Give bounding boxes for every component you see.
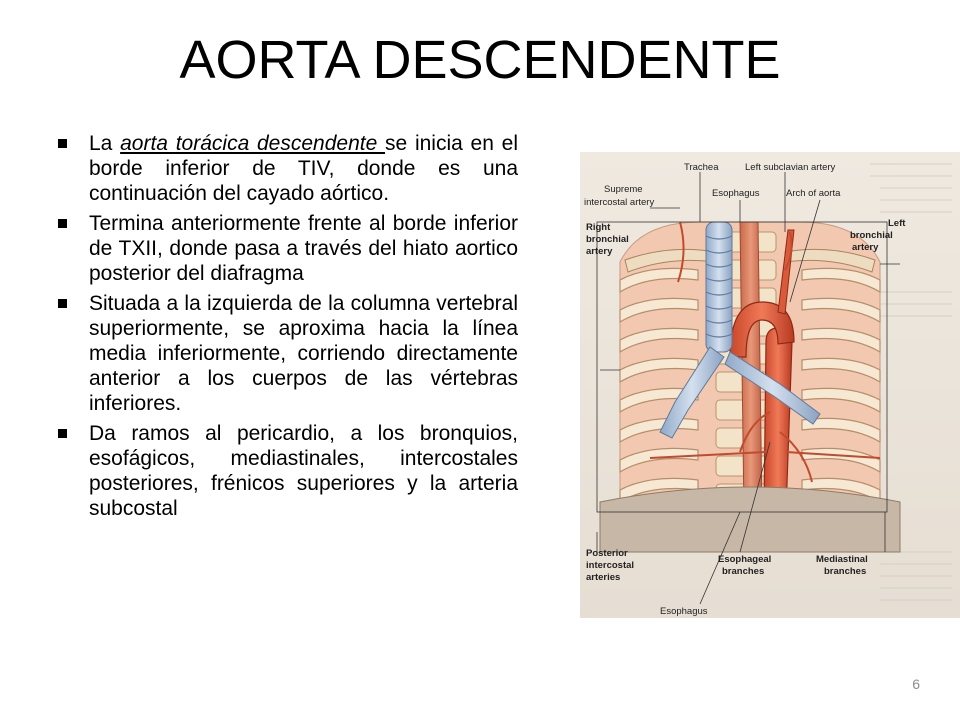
label-esophagus-bottom: Esophagus bbox=[660, 606, 708, 617]
bullet-marker bbox=[58, 429, 67, 438]
bullet-list bbox=[58, 131, 518, 526]
label-arch: Arch of aorta bbox=[786, 188, 841, 199]
label-supreme-2: intercostal artery bbox=[584, 197, 655, 208]
label-right-bronchial-2: bronchial bbox=[586, 234, 629, 245]
anatomy-figure bbox=[580, 152, 960, 618]
label-esophageal-2: branches bbox=[722, 566, 765, 577]
trachea bbox=[706, 222, 732, 352]
bullet-item: Termina anteriormente frente al borde inferior de TXII, donde pasa a través del hiato aortico posterior del diafragma bbox=[58, 211, 518, 286]
label-left-bronchial-1: Left bbox=[888, 218, 906, 229]
label-right-bronchial-1: Right bbox=[586, 222, 611, 233]
bullet-item: La aorta torácica descendente se inicia en el borde inferior de TIV, donde es una continuación del cayado aórtico. bbox=[58, 131, 518, 206]
bullet-item: Da ramos al pericardio, a los bronquios, esofágicos, mediastinales, intercostales posteriores, frénicos superiores y la arteria subcostal bbox=[58, 421, 518, 521]
label-posterior-1: Posterior bbox=[586, 548, 628, 559]
page-number: 6 bbox=[912, 676, 920, 692]
label-supreme-1: Supreme bbox=[604, 184, 643, 195]
label-posterior-2: intercostal bbox=[586, 560, 635, 571]
label-trachea: Trachea bbox=[684, 162, 719, 173]
emphasized-term: aorta torácica descendente bbox=[120, 132, 386, 155]
label-esophagus-top: Esophagus bbox=[712, 188, 760, 199]
slide-title: AORTA DESCENDENTE bbox=[179, 30, 781, 90]
diaphragm bbox=[600, 487, 900, 552]
label-right-bronchial-3: artery bbox=[586, 246, 613, 257]
label-posterior-3: arteries bbox=[586, 572, 621, 583]
label-left-bronchial-2: bronchial bbox=[850, 230, 893, 241]
label-left-bronchial-3: artery bbox=[852, 242, 879, 253]
bullet-item: Situada a la izquierda de la columna vertebral superiormente, se aproxima hacia la línea media inferiormente, corriendo directamente anterior a los cuerpos de las vértebras inferiores. bbox=[58, 291, 518, 416]
bullet-marker bbox=[58, 219, 67, 228]
label-left-subclavian: Left subclavian artery bbox=[745, 162, 836, 173]
bullet-marker bbox=[58, 299, 67, 308]
label-mediastinal-2: branches bbox=[824, 566, 867, 577]
label-mediastinal-1: Mediastinal bbox=[816, 554, 868, 565]
bullet-marker bbox=[58, 139, 67, 148]
label-esophageal-1: Esophageal bbox=[718, 554, 772, 565]
